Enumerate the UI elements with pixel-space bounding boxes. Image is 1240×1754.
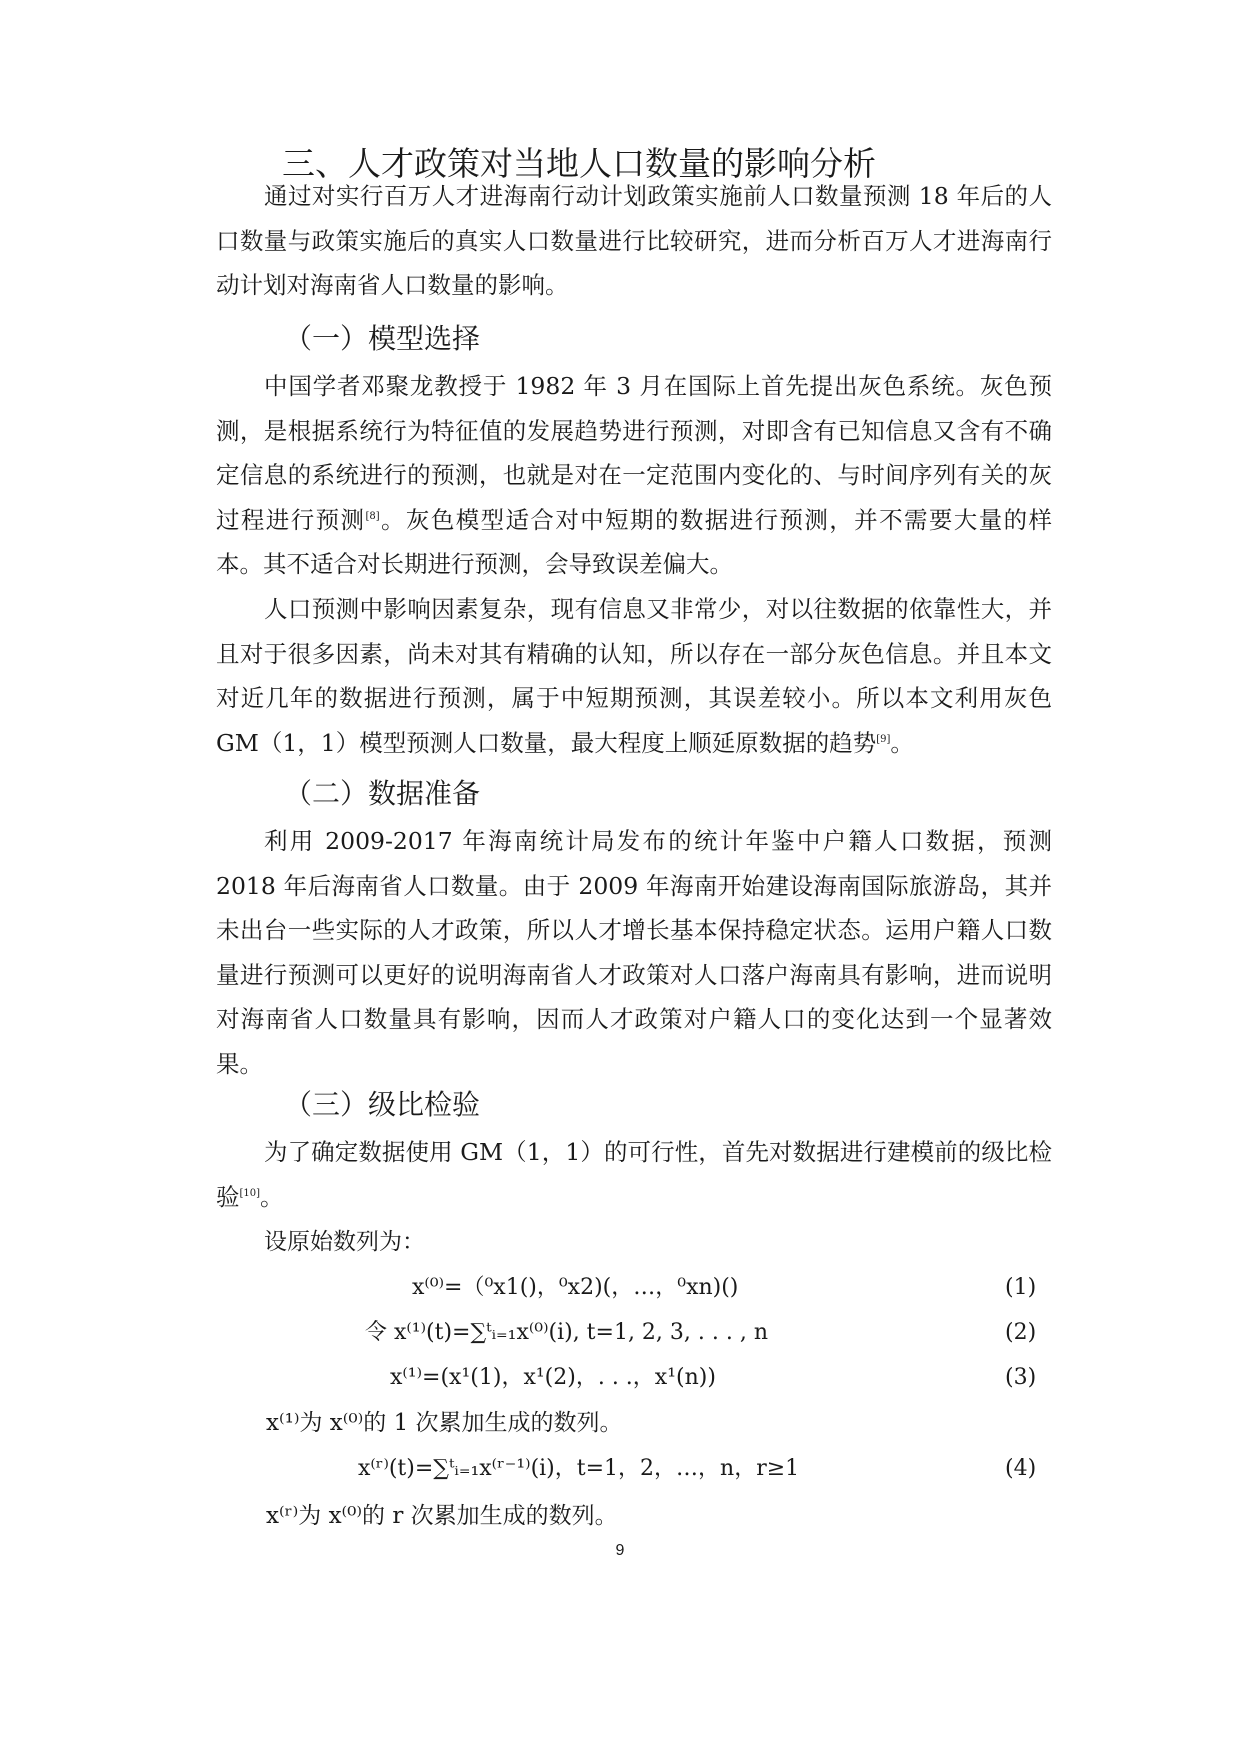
model-paragraph-1 — [216, 364, 1052, 587]
equation-4: x⁽ʳ⁾(t)=∑ᵗᵢ₌₁x⁽ʳ⁻¹⁾(i)，t=1，2，…，n，r≥1 — [358, 1456, 800, 1481]
data-paragraph: 利用 2009-2017 年海南统计局发布的统计年鉴中户籍人口数据，预测 2018 年后海南省人口数量。由于 2009 年海南开始建设海南国际旅游岛，其并未出台一些实际的人才政策，所以人才增长基本保持稳定状态。运用户籍人口数量进行预测可以更好的说明海南省人才政策对人口落户海南具有影响，进而说明对海南省人口数量具有影响，因而人才政策对户籍人口的变化达到一个显著效果。 — [216, 827, 1052, 1078]
ratio-test-paragraph-text-cont: 。 — [260, 1182, 284, 1211]
page-number: 9 — [615, 1542, 625, 1559]
equation-2: 令 x⁽¹⁾(t)=∑ᵗᵢ₌₁x⁽⁰⁾(i), t=1, 2, 3, . . . , n — [365, 1320, 769, 1345]
citation-ref: [8] — [365, 510, 380, 522]
subsection-title-ratio-test: （三）级比检验 — [284, 1088, 481, 1121]
equation-4-number: (4) — [1005, 1456, 1037, 1481]
equation-2-number: (2) — [1005, 1320, 1037, 1345]
subsection-title-data: （二）数据准备 — [284, 777, 481, 810]
model-paragraph-2-text-cont: 。 — [890, 728, 914, 757]
note-r-accumulation: x⁽ʳ⁾为 x⁽⁰⁾的 r 次累加生成的数列。 — [266, 1503, 618, 1529]
citation-ref: [9] — [876, 733, 891, 745]
section-title: 三、人才政策对当地人口数量的影响分析 — [282, 144, 876, 183]
ratio-test-paragraph — [216, 1130, 1052, 1219]
equation-3-number: (3) — [1005, 1365, 1037, 1390]
model-paragraph-2 — [216, 587, 1052, 765]
model-paragraph-2-text: 人口预测中影响因素复杂，现有信息又非常少，对以往数据的依靠性大，并且对于很多因素，尚未对其有精确的认知，所以存在一部分灰色信息。并且本文对近几年的数据进行预测，属于中短期预测，其误差较小。所以本文利用灰色 GM（1，1）模型预测人口数量，最大程度上顺延原数据的趋势 — [216, 595, 1052, 757]
citation-ref: [10] — [239, 1187, 261, 1199]
note-first-accumulation: x⁽¹⁾为 x⁽⁰⁾的 1 次累加生成的数列。 — [266, 1410, 623, 1436]
equation-1: x⁽⁰⁾=（⁰x1()，⁰x2)(，…，⁰xn)() — [412, 1275, 739, 1300]
equation-3: x⁽¹⁾=(x¹(1)，x¹(2)，. . .，x¹(n)) — [390, 1365, 716, 1390]
subsection-title-model: （一）模型选择 — [284, 322, 481, 355]
ratio-test-paragraph-text: 为了确定数据使用 GM（1，1）的可行性，首先对数据进行建模前的级比检验 — [216, 1138, 1052, 1211]
sequence-intro: 设原始数列为： — [264, 1229, 425, 1255]
model-paragraph-1-text: 中国学者邓聚龙教授于 1982 年 3 月在国际上首先提出灰色系统。灰色预测，是根据系统行为特征值的发展趋势进行预测，对即含有已知信息又含有不确定信息的系统进行的预测，也就是对在一定范围内变化的、与时间序列有关的灰过程进行预测 — [216, 372, 1052, 534]
equation-1-number: (1) — [1005, 1275, 1037, 1300]
intro-paragraph: 通过对实行百万人才进海南行动计划政策实施前人口数量预测 18 年后的人口数量与政策实施后的真实人口数量进行比较研究，进而分析百万人才进海南行动计划对海南省人口数量的影响。 — [216, 182, 1052, 300]
model-paragraph-1-text-cont: 。灰色模型适合对中短期的数据进行预测，并不需要大量的样本。其不适合对长期进行预测，会导致误差偏大。 — [216, 505, 1053, 579]
